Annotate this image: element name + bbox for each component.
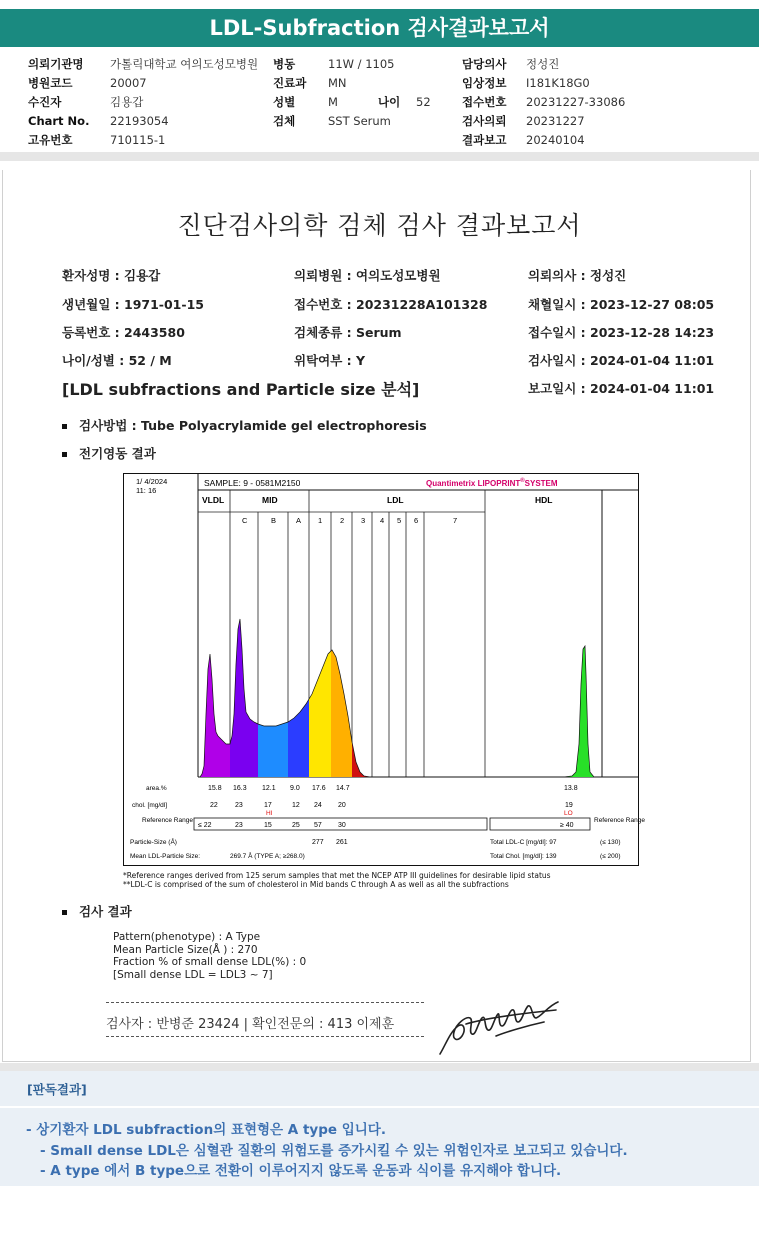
ref-value-hdl: ≥ 40 bbox=[560, 822, 574, 829]
hi-flag: HI bbox=[266, 810, 273, 817]
particle-label: Particle-Size (Å) bbox=[130, 839, 177, 846]
header-label: 접수번호 bbox=[462, 95, 507, 109]
lo-flag: LO bbox=[564, 810, 573, 817]
ref-value: 25 bbox=[292, 822, 300, 829]
result-item: Pattern(phenotype) : A Type bbox=[113, 931, 261, 943]
chol-row-label: chol. [mg/dl] bbox=[132, 802, 168, 809]
band-label-1: 1 bbox=[318, 516, 323, 525]
method-text: 검사방법 : Tube Polyacrylamide gel electrophoresis bbox=[79, 418, 427, 433]
birth-date: 생년월일 : 1971-01-15 bbox=[62, 297, 204, 312]
total-ldl: Total LDL-C [mg/dl]: 97 bbox=[490, 839, 557, 846]
table-values bbox=[198, 785, 578, 846]
chart-note: **LDL-C is comprised of the sum of cholesterol in Mid bands C through A as well as all the subfractions bbox=[123, 880, 509, 889]
band-label-4: 4 bbox=[380, 516, 385, 525]
section-title: [LDL subfractions and Particle size 분석] bbox=[62, 380, 420, 399]
signature bbox=[436, 996, 566, 1060]
result-line bbox=[62, 902, 132, 920]
registration-number: 등록번호 : 2443580 bbox=[62, 325, 185, 340]
chol-value: 12 bbox=[292, 802, 300, 809]
age-value: 52 bbox=[416, 95, 431, 109]
result-block bbox=[113, 931, 306, 981]
ref-box-hdl bbox=[490, 818, 590, 830]
header-value: 22193054 bbox=[110, 114, 169, 128]
curve-band-fill bbox=[309, 651, 331, 777]
header-label: 고유번호 bbox=[28, 133, 73, 147]
specimen-type: 검체종류 : Serum bbox=[294, 325, 402, 340]
header-label: 병동 bbox=[273, 57, 296, 71]
verdict-line: - 상기환자 LDL subfraction의 표현형은 A type 입니다. bbox=[26, 1122, 386, 1138]
report-title: 진단검사의학 검체 검사 결과보고서 bbox=[177, 211, 582, 240]
particle-value: 277 bbox=[312, 839, 324, 846]
chol-value: 20 bbox=[338, 802, 346, 809]
header-value: 710115-1 bbox=[110, 133, 166, 147]
band-label-3: 3 bbox=[361, 516, 366, 525]
ref-row-label-right: Reference Range bbox=[594, 817, 645, 824]
curve-band-fill bbox=[352, 742, 372, 777]
curve-band-fill bbox=[331, 650, 352, 777]
electro-line bbox=[62, 444, 156, 462]
method-line bbox=[62, 416, 427, 434]
header-value: I181K18G0 bbox=[526, 76, 590, 90]
ref-value: 30 bbox=[338, 822, 346, 829]
divider bbox=[0, 152, 759, 161]
brand-tail: SYSTEM bbox=[524, 479, 558, 488]
chol-value-hdl: 19 bbox=[565, 802, 573, 809]
requesting-hospital: 의뢰병원 : 여의도성모병원 bbox=[294, 268, 441, 283]
group-label-mid: MID bbox=[262, 495, 278, 505]
header-value: MN bbox=[328, 76, 347, 90]
band-label-6: 6 bbox=[414, 516, 419, 525]
patient-name: 환자성명 : 김용갑 bbox=[62, 268, 161, 283]
bullet-icon bbox=[62, 910, 67, 915]
total-ldl-ref: (≤ 130) bbox=[600, 839, 621, 846]
report-time: 보고일시 : 2024-01-04 11:01 bbox=[528, 381, 715, 396]
ref-value: 15 bbox=[264, 822, 272, 829]
ref-label-a: Reference Range bbox=[142, 817, 193, 824]
electro-text: 전기영동 결과 bbox=[79, 446, 156, 461]
age-label: 나이 bbox=[378, 95, 401, 109]
curve-band-fill bbox=[258, 722, 288, 777]
header-label: Chart No. bbox=[28, 114, 90, 128]
header-value: 20007 bbox=[110, 76, 147, 90]
header-label: 병원코드 bbox=[28, 76, 73, 90]
curve-band-fill bbox=[564, 646, 602, 777]
requesting-doctor: 의뢰의사 : 정성진 bbox=[528, 268, 627, 283]
dashed-divider bbox=[106, 1002, 424, 1003]
referral-status: 위탁여부 : Y bbox=[294, 353, 366, 368]
chol-value: 22 bbox=[210, 802, 218, 809]
band-label-b: B bbox=[271, 516, 277, 525]
ref-value: 23 bbox=[235, 822, 243, 829]
total-chol-ref: (≤ 200) bbox=[600, 853, 621, 860]
divider bbox=[0, 1063, 759, 1071]
curve-fills bbox=[200, 619, 602, 777]
ref-row-label bbox=[142, 817, 193, 824]
verdict-body bbox=[0, 1108, 759, 1186]
area-value: 9.0 bbox=[290, 785, 300, 792]
area-value: 15.8 bbox=[208, 785, 222, 792]
header-value: 20231227-33086 bbox=[526, 95, 626, 109]
band-label-a: A bbox=[296, 516, 302, 525]
header-label: 결과보고 bbox=[462, 133, 507, 147]
lipoprint-chart bbox=[123, 473, 645, 866]
mean-label: Mean LDL-Particle Size: bbox=[130, 853, 201, 860]
band-label-c: C bbox=[242, 516, 248, 525]
bullet-icon bbox=[62, 424, 67, 429]
accession-number: 접수번호 : 20231228A101328 bbox=[294, 297, 488, 312]
chart-date: 1/ 4/2024 bbox=[136, 477, 168, 486]
received-time: 접수일시 : 2023-12-28 14:23 bbox=[528, 325, 715, 340]
header-value: 11W / 1105 bbox=[328, 57, 395, 71]
verdict-line: - Small dense LDL은 심혈관 질환의 위험도를 증가시킬 수 있는 위험인자로 보고되고 있습니다. bbox=[40, 1143, 628, 1159]
chol-value: 23 bbox=[235, 802, 243, 809]
header-label: 임상정보 bbox=[462, 76, 507, 90]
curve-band-fill bbox=[288, 699, 309, 777]
header-value: 20231227 bbox=[526, 114, 585, 128]
signer-line: 검사자 : 반병준 23424 | 확인전문의 : 413 이제훈 bbox=[106, 1017, 395, 1032]
header-value: SST Serum bbox=[328, 114, 391, 128]
test-time: 검사일시 : 2024-01-04 11:01 bbox=[528, 353, 715, 368]
header-label: 검사의뢰 bbox=[462, 114, 507, 128]
chart-brand bbox=[426, 477, 558, 488]
group-label-hdl: HDL bbox=[535, 495, 553, 505]
band-label-5: 5 bbox=[397, 516, 402, 525]
chol-value: 17 bbox=[264, 802, 272, 809]
chart-sample: SAMPLE: 9 - 0581M2150 bbox=[204, 478, 301, 488]
area-value: 14.7 bbox=[336, 785, 350, 792]
mean-value: 269.7 Å (TYPE A; ≥268.0) bbox=[230, 853, 305, 860]
header-label: 담당의사 bbox=[462, 57, 507, 71]
header-col3 bbox=[462, 55, 625, 150]
area-value: 16.3 bbox=[233, 785, 247, 792]
collection-time: 채혈일시 : 2023-12-27 08:05 bbox=[528, 297, 715, 312]
band-label-2: 2 bbox=[340, 516, 345, 525]
chol-value: 24 bbox=[314, 802, 322, 809]
group-label-ldl: LDL bbox=[387, 495, 404, 505]
chart-svg bbox=[124, 474, 645, 865]
area-row-label: area.% bbox=[146, 785, 167, 792]
header-value: M bbox=[328, 95, 338, 109]
header-label: 진료과 bbox=[273, 76, 307, 90]
bullet-icon bbox=[62, 452, 67, 457]
total-chol: Total Chol. [mg/dl]: 139 bbox=[490, 853, 557, 860]
chart-time: 11: 16 bbox=[136, 486, 157, 495]
header-label: 의뢰기관명 bbox=[28, 57, 84, 71]
age-sex: 나이/성별 : 52 / M bbox=[62, 353, 172, 368]
particle-value: 261 bbox=[336, 839, 348, 846]
ref-value: ≤ 22 bbox=[198, 822, 212, 829]
curve-band-fill bbox=[230, 619, 258, 777]
header-label: 성별 bbox=[273, 95, 296, 109]
ref-value: 57 bbox=[314, 822, 322, 829]
header-col1 bbox=[28, 55, 258, 150]
result-item: Fraction % of small dense LDL(%) : 0 bbox=[113, 956, 307, 968]
area-value: 17.6 bbox=[312, 785, 326, 792]
brand-sup: ® bbox=[520, 478, 525, 484]
header-label: 수진자 bbox=[28, 95, 62, 109]
result-item: [Small dense LDL = LDL3 ~ 7] bbox=[113, 968, 273, 981]
header-value: 정성진 bbox=[526, 57, 560, 71]
band-label-7: 7 bbox=[453, 516, 458, 525]
header-label: 검체 bbox=[273, 114, 296, 128]
result-item: Mean Particle Size(Å ) : 270 bbox=[113, 943, 258, 956]
header-value: 김용갑 bbox=[110, 95, 144, 109]
verdict-heading: [판독결과] bbox=[0, 1071, 759, 1106]
header-value: 가톨릭대학교 여의도성모병원 bbox=[110, 57, 259, 71]
page-title: LDL-Subfraction 검사결과보고서 bbox=[0, 9, 759, 47]
header-value: 20240104 bbox=[526, 133, 585, 147]
area-value-hdl: 13.8 bbox=[564, 785, 578, 792]
result-head: 검사 결과 bbox=[79, 904, 132, 919]
chart-note: *Reference ranges derived from 125 serum samples that met the NCEP ATP III guidelines for desirable lipid status bbox=[123, 871, 551, 880]
header-col2 bbox=[273, 55, 431, 131]
group-label-vldl: VLDL bbox=[202, 495, 225, 505]
dashed-divider bbox=[106, 1036, 424, 1037]
verdict-line: - A type 에서 B type으로 전환이 이루어지지 않도록 운동과 식이를 유지해야 합니다. bbox=[40, 1163, 562, 1179]
brand-name: Quantimetrix LIPOPRINT bbox=[426, 479, 521, 488]
chart-notes bbox=[123, 871, 551, 889]
area-value: 12.1 bbox=[262, 785, 276, 792]
